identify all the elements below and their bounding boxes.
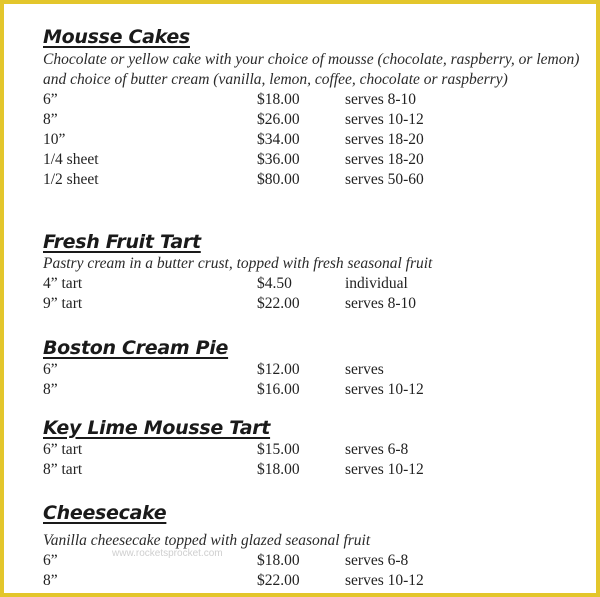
item-price: $4.50	[257, 275, 292, 292]
menu-row	[43, 571, 583, 591]
item-price: $18.00	[257, 461, 300, 478]
item-serves: serves 6-8	[345, 552, 409, 569]
item-serves: serves 50-60	[345, 171, 424, 188]
item-price: $22.00	[257, 295, 300, 312]
menu-row	[43, 440, 583, 460]
item-serves: serves 10-12	[345, 111, 424, 128]
item-size: 4” tart	[43, 275, 83, 292]
watermark: www.rocketsprocket.com	[112, 548, 223, 559]
item-size: 6”	[43, 361, 58, 378]
item-serves: serves 18-20	[345, 131, 424, 148]
item-size: 1/2 sheet	[43, 171, 99, 188]
item-serves: serves 10-12	[345, 572, 424, 589]
section-description: Pastry cream in a butter crust, topped with fresh seasonal fruit	[43, 255, 433, 272]
item-price: $80.00	[257, 171, 300, 188]
item-serves: serves 10-12	[345, 381, 424, 398]
menu-row	[43, 90, 583, 110]
item-serves: serves 10-12	[345, 461, 424, 478]
section-title: Fresh Fruit Tart	[43, 231, 201, 253]
item-size: 6”	[43, 91, 58, 108]
section-cheesecake	[43, 501, 583, 591]
item-serves: individual	[345, 275, 408, 292]
item-price: $18.00	[257, 91, 300, 108]
section-title: Cheesecake	[43, 502, 167, 524]
section-key-lime-mousse-tart	[43, 416, 583, 480]
item-price: $26.00	[257, 111, 300, 128]
item-price: $18.00	[257, 552, 300, 569]
item-size: 6”	[43, 552, 58, 569]
section-fresh-fruit-tart	[43, 230, 583, 314]
item-size: 8”	[43, 572, 58, 589]
section-title: Boston Cream Pie	[43, 337, 229, 359]
item-size: 9” tart	[43, 295, 83, 312]
section-boston-cream-pie	[43, 336, 583, 400]
menu-row	[43, 360, 583, 380]
item-price: $22.00	[257, 572, 300, 589]
item-size: 8”	[43, 111, 58, 128]
item-size: 6” tart	[43, 441, 83, 458]
item-price: $16.00	[257, 381, 300, 398]
item-size: 1/4 sheet	[43, 151, 99, 168]
menu-row	[43, 294, 583, 314]
item-serves: serves 8-10	[345, 295, 417, 312]
item-size: 8”	[43, 381, 58, 398]
item-size: 8” tart	[43, 461, 83, 478]
item-price: $12.00	[257, 361, 300, 378]
menu-row	[43, 274, 583, 294]
menu-row	[43, 110, 583, 130]
section-title: Mousse Cakes	[43, 26, 190, 48]
item-serves: serves 18-20	[345, 151, 424, 168]
menu-row	[43, 130, 583, 150]
menu-row	[43, 460, 583, 480]
item-serves: serves	[345, 361, 384, 378]
item-serves: serves 6-8	[345, 441, 409, 458]
menu-row	[43, 170, 583, 190]
section-description: Chocolate or yellow cake with your choice of mousse (chocolate, raspberry, or lemon) and choice of butter cream (vanilla, lemon, coffee, chocolate or raspberry)	[43, 51, 580, 88]
section-description: Vanilla cheesecake topped with glazed seasonal fruit	[43, 532, 371, 549]
item-serves: serves 8-10	[345, 91, 417, 108]
menu-row	[43, 380, 583, 400]
item-price: $36.00	[257, 151, 300, 168]
menu-row	[43, 150, 583, 170]
item-price: $34.00	[257, 131, 300, 148]
item-price: $15.00	[257, 441, 300, 458]
item-size: 10”	[43, 131, 66, 148]
section-mousse-cakes	[43, 25, 583, 190]
section-title: Key Lime Mousse Tart	[43, 417, 271, 439]
